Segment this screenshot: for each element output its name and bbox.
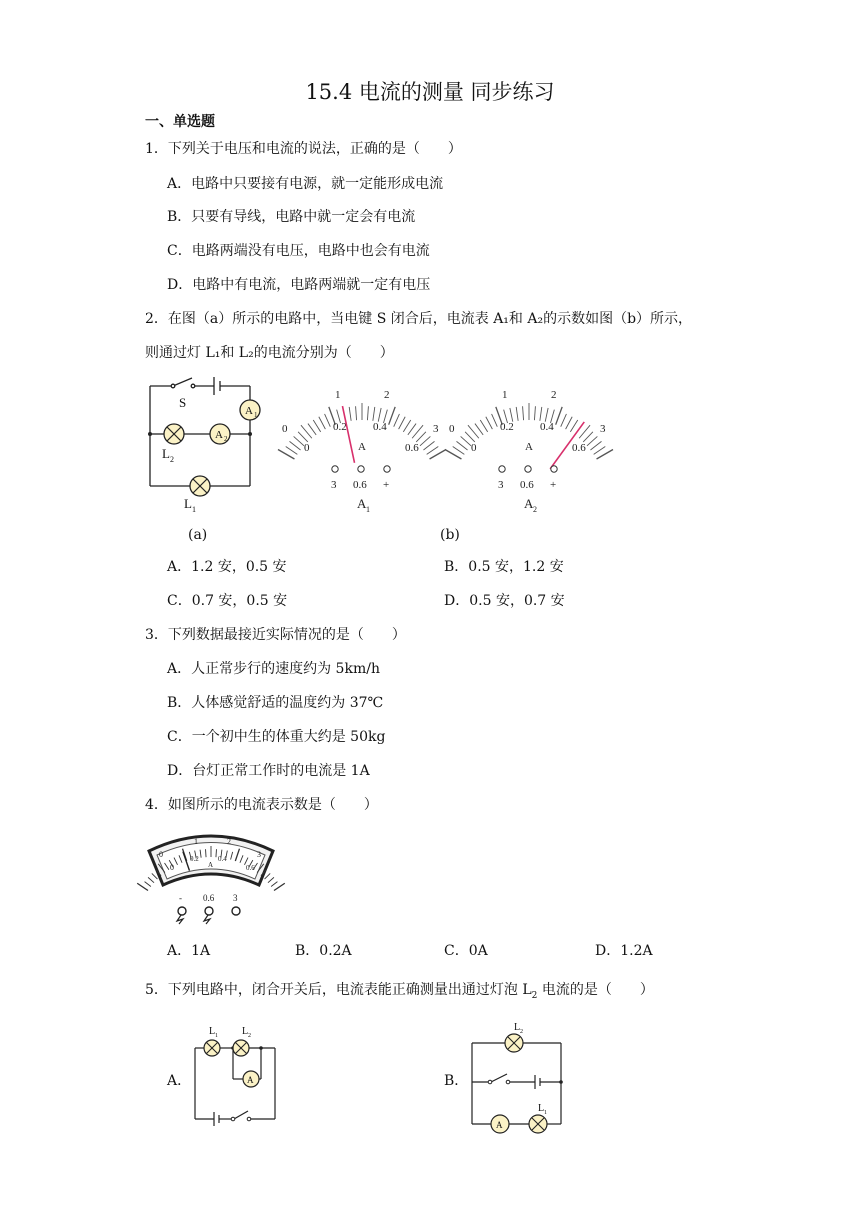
dial-tick (367, 406, 368, 420)
dial-tick (378, 408, 381, 422)
dial-tick (475, 424, 483, 435)
dial-tick (523, 406, 524, 420)
dial-tick (457, 441, 468, 450)
q2-option-c[interactable]: C．0.7 安，0.5 安 (167, 593, 288, 609)
svg-text:+: + (383, 479, 390, 491)
dial-tick (373, 407, 375, 421)
svg-text:L: L (538, 1103, 545, 1114)
dial-tick (313, 420, 320, 432)
svg-text:1: 1 (194, 837, 198, 846)
svg-text:1: 1 (502, 389, 508, 401)
q3-stem: 3．下列数据最接近实际情况的是（ ） (145, 627, 406, 643)
svg-text:A: A (358, 441, 366, 453)
svg-text:3: 3 (498, 479, 504, 491)
svg-text:0.6: 0.6 (353, 479, 367, 491)
svg-text:0: 0 (159, 850, 163, 859)
q1-option-b[interactable]: B．只要有导线，电路中就一定会有电流 (167, 209, 416, 225)
dial-tick (461, 436, 471, 445)
dial-tick (216, 849, 217, 857)
svg-text:3: 3 (600, 423, 606, 435)
svg-text:0.4: 0.4 (373, 421, 387, 433)
dial-tick (465, 432, 475, 442)
dial-tick (416, 432, 426, 442)
dial-tick (453, 447, 465, 455)
svg-text:2: 2 (520, 1029, 523, 1035)
q5-option-b[interactable]: B． (444, 1073, 469, 1089)
q1-option-a[interactable]: A．电路中只要接有电源，就一定能形成电流 (167, 176, 444, 192)
q2a-switch-label: S (179, 395, 187, 410)
page-title: 15.4 电流的测量 同步练习 (305, 80, 555, 104)
q5-stem: 5．下列电路中，闭合开关后，电流表能正确测量出通过灯泡 $L_2$ 电流的是（ ） (145, 982, 654, 1001)
dial-tick (294, 436, 304, 445)
svg-text:L: L (209, 1026, 216, 1037)
q4-ammeter (145, 829, 277, 924)
dial-tick (286, 447, 298, 455)
svg-text:0: 0 (304, 442, 310, 454)
dial-tick (556, 407, 562, 425)
dial-tick (480, 420, 487, 432)
q2-caption-b: (b) (440, 527, 460, 543)
svg-text:A: A (215, 429, 223, 441)
svg-text:2: 2 (170, 455, 174, 464)
svg-text:0.2: 0.2 (333, 421, 347, 433)
q4-option-c[interactable]: C．0A (444, 943, 488, 959)
q1-stem: 1．下列关于电压和电流的说法，正确的是（ ） (145, 141, 462, 157)
dial-tick (308, 424, 316, 435)
svg-text:0: 0 (170, 863, 174, 872)
svg-text:0.6: 0.6 (246, 864, 255, 872)
dial-tick (486, 417, 493, 429)
svg-text:A: A (357, 496, 367, 511)
dial-tick (540, 407, 542, 421)
svg-text:0.2: 0.2 (190, 855, 199, 863)
svg-text:A: A (525, 441, 533, 453)
dial-tick (587, 436, 597, 445)
q4-option-a[interactable]: A．1A (167, 943, 211, 959)
svg-text:1: 1 (544, 1110, 547, 1116)
svg-text:1: 1 (215, 1033, 218, 1039)
svg-text:2: 2 (227, 837, 231, 846)
q3-option-b[interactable]: B．人体感觉舒适的温度约为 37℃ (167, 695, 384, 711)
svg-text:2: 2 (384, 389, 390, 401)
svg-text:+: + (550, 479, 557, 491)
svg-text:L: L (242, 1026, 249, 1037)
section-heading: 一、单选题 (145, 114, 215, 130)
dial-tick (492, 414, 498, 427)
svg-text:A: A (245, 405, 253, 417)
svg-text:3: 3 (257, 850, 261, 859)
svg-text:2: 2 (551, 389, 557, 401)
dial-tick (566, 417, 573, 429)
dial-tick (325, 414, 331, 427)
q2-circuit-a (140, 374, 270, 514)
dial-tick (510, 408, 513, 422)
q3-option-d[interactable]: D．台灯正常工作时的电流是 1A (167, 763, 370, 779)
svg-text:0.2: 0.2 (500, 421, 514, 433)
q1-option-d[interactable]: D．电路中有电流，电路两端就一定有电压 (167, 277, 431, 293)
dial-tick (423, 441, 434, 450)
q4-option-d[interactable]: D．1.2A (595, 943, 653, 959)
svg-text:-: - (179, 893, 182, 903)
dial-tick (356, 406, 357, 420)
q2-meter-a2 (447, 378, 612, 518)
dial-tick (349, 407, 351, 421)
svg-text:0.6: 0.6 (520, 479, 534, 491)
svg-text:0.6: 0.6 (203, 893, 215, 903)
svg-text:3: 3 (331, 479, 337, 491)
svg-text:0: 0 (449, 423, 455, 435)
dial-tick (594, 447, 606, 455)
q5-circuit-a (190, 1022, 285, 1132)
dial-tick (408, 424, 416, 435)
q1-option-c[interactable]: C．电路两端没有电压，电路中也会有电流 (167, 243, 430, 259)
svg-text:1: 1 (366, 505, 370, 514)
dial-tick (389, 407, 395, 425)
svg-text:0.6: 0.6 (405, 442, 419, 454)
dial-tick (290, 441, 301, 450)
q4-option-b[interactable]: B．0.2A (295, 943, 352, 959)
dial-tick (319, 417, 326, 429)
svg-text:A: A (496, 1120, 503, 1130)
dial-tick (403, 420, 410, 432)
dial-tick (583, 432, 593, 442)
svg-text:A: A (524, 496, 534, 511)
dial-tick (394, 414, 400, 427)
svg-text:L: L (514, 1022, 521, 1033)
q2-option-a[interactable]: A．1.2 安，0.5 安 (167, 559, 287, 575)
q2-caption-a: (a) (188, 527, 208, 543)
svg-text:0: 0 (282, 423, 288, 435)
q3-option-c[interactable]: C．一个初中生的体重大约是 50kg (167, 729, 386, 745)
svg-text:0: 0 (471, 442, 477, 454)
svg-text:0.4: 0.4 (218, 855, 227, 863)
q2-meter-a1 (280, 378, 445, 518)
dial-tick (516, 407, 518, 421)
svg-text:L: L (184, 496, 192, 511)
svg-text:3: 3 (433, 423, 439, 435)
q4-stem: 4．如图所示的电流表示数是（ ） (145, 797, 378, 813)
svg-text:1: 1 (335, 389, 341, 401)
svg-text:3: 3 (233, 893, 238, 903)
q2-meter-a1-needle (342, 406, 354, 463)
q3-option-a[interactable]: A．人正常步行的速度约为 5km/h (167, 661, 380, 677)
svg-text:0.6: 0.6 (572, 442, 586, 454)
svg-text:A: A (247, 1075, 254, 1085)
svg-text:A: A (208, 861, 214, 869)
dial-tick (427, 447, 439, 455)
svg-text:L: L (162, 446, 170, 461)
dial-tick (590, 441, 601, 450)
q2-option-b[interactable]: B．0.5 安，1.2 安 (444, 559, 564, 575)
dial-tick (420, 436, 430, 445)
q2-stem-line2: 则通过灯 L₁和 L₂的电流分别为（ ） (145, 345, 394, 361)
svg-text:2: 2 (248, 1033, 251, 1039)
q2-stem-line1: 2．在图（a）所示的电路中，当电键 S 闭合后，电流表 A₁和 A₂的示数如图（b）所示， (145, 311, 693, 327)
dial-tick (206, 849, 207, 857)
dial-tick (399, 417, 406, 429)
dial-tick (570, 420, 577, 432)
dial-tick (561, 414, 567, 427)
dial-tick (298, 432, 308, 442)
q5-option-a[interactable]: A． (167, 1073, 192, 1089)
svg-text:2: 2 (533, 505, 537, 514)
svg-text:0.4: 0.4 (540, 421, 554, 433)
dial-tick (534, 406, 535, 420)
q2-option-d[interactable]: D．0.5 安，0.7 安 (444, 593, 565, 609)
svg-text:2: 2 (224, 435, 228, 443)
q5-circuit-b (467, 1018, 567, 1138)
dial-tick (545, 408, 548, 422)
svg-text:1: 1 (254, 411, 258, 419)
svg-text:1: 1 (192, 505, 196, 514)
